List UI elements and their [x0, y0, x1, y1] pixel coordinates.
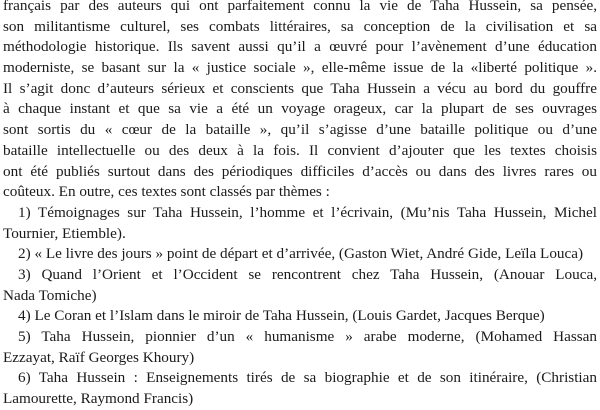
paragraph-line: ont été publiés surtout dans des périodiques difficiles d’accès ou dans des livres rares ou	[3, 162, 597, 180]
paragraph-line: coûteux. En outre, ces textes sont classés par thèmes :	[3, 183, 330, 201]
list-item-line: Tournier, Etiemble).	[3, 224, 126, 242]
list-item-line: 6) Taha Hussein : Enseignements tirés de sa biographie et de son itinéraire, (Christian	[18, 369, 597, 387]
list-item-line: 5) Taha Hussein, pionnier d’un « humanisme » arabe moderne, (Mohamed Hassan	[18, 328, 597, 345]
list-item-line: Nada Tomiche)	[3, 286, 97, 304]
paragraph-line: méthodologie historique. Ils savent aussi qu’il a œuvré pour l’avènement d’une éducation	[3, 38, 597, 56]
paragraph-line: Il s’agit donc d’auteurs sérieux et conscients que Taha Hussein a vécu au bord du gouffre	[3, 79, 597, 97]
list-item-line: Ezzayat, Raïf Georges Khoury)	[3, 348, 195, 366]
paragraph-line: son militantisme culturel, ses combats littéraires, sa conception de la civilisation et sa	[3, 17, 597, 35]
paragraph-line: moderniste, se basant sur la « justice sociale », elle-même issue de la «liberté politique ».	[3, 59, 597, 77]
paragraph-line: français par des auteurs qui ont parfaitement connu la vie de Taha Hussein, sa pensée,	[3, 0, 597, 14]
list-item-line: 3) Quand l’Orient et l’Occident se rencontrent chez Taha Hussein, (Anouar Louca,	[18, 265, 597, 283]
list-item-line: 1) Témoignages sur Taha Hussein, l’homme et l’écrivain, (Mu’nis Taha Hussein, Michel	[18, 203, 597, 221]
paragraph-line: sont sortis du « cœur de la bataille », qu’il s’agisse d’une bataille politique ou d’une	[3, 121, 597, 139]
list-item-line: Lamourette, Raymond Francis)	[3, 390, 194, 408]
list-item-line: 2) « Le livre des jours » point de départ et d’arrivée, (Gaston Wiet, André Gide, Leïla Louca)	[18, 245, 584, 263]
paragraph-line: bataille intellectuelle ou des deux à la fois. Il convient d’ajouter que les textes choisis	[3, 141, 597, 159]
list-item-line: 4) Le Coran et l’Islam dans le miroir de Taha Hussein, (Louis Gardet, Jacques Berque)	[18, 307, 545, 325]
paragraph-line: à chaque instant et que sa vie a été un voyage orageux, car la plupart de ses ouvrages	[3, 100, 597, 118]
